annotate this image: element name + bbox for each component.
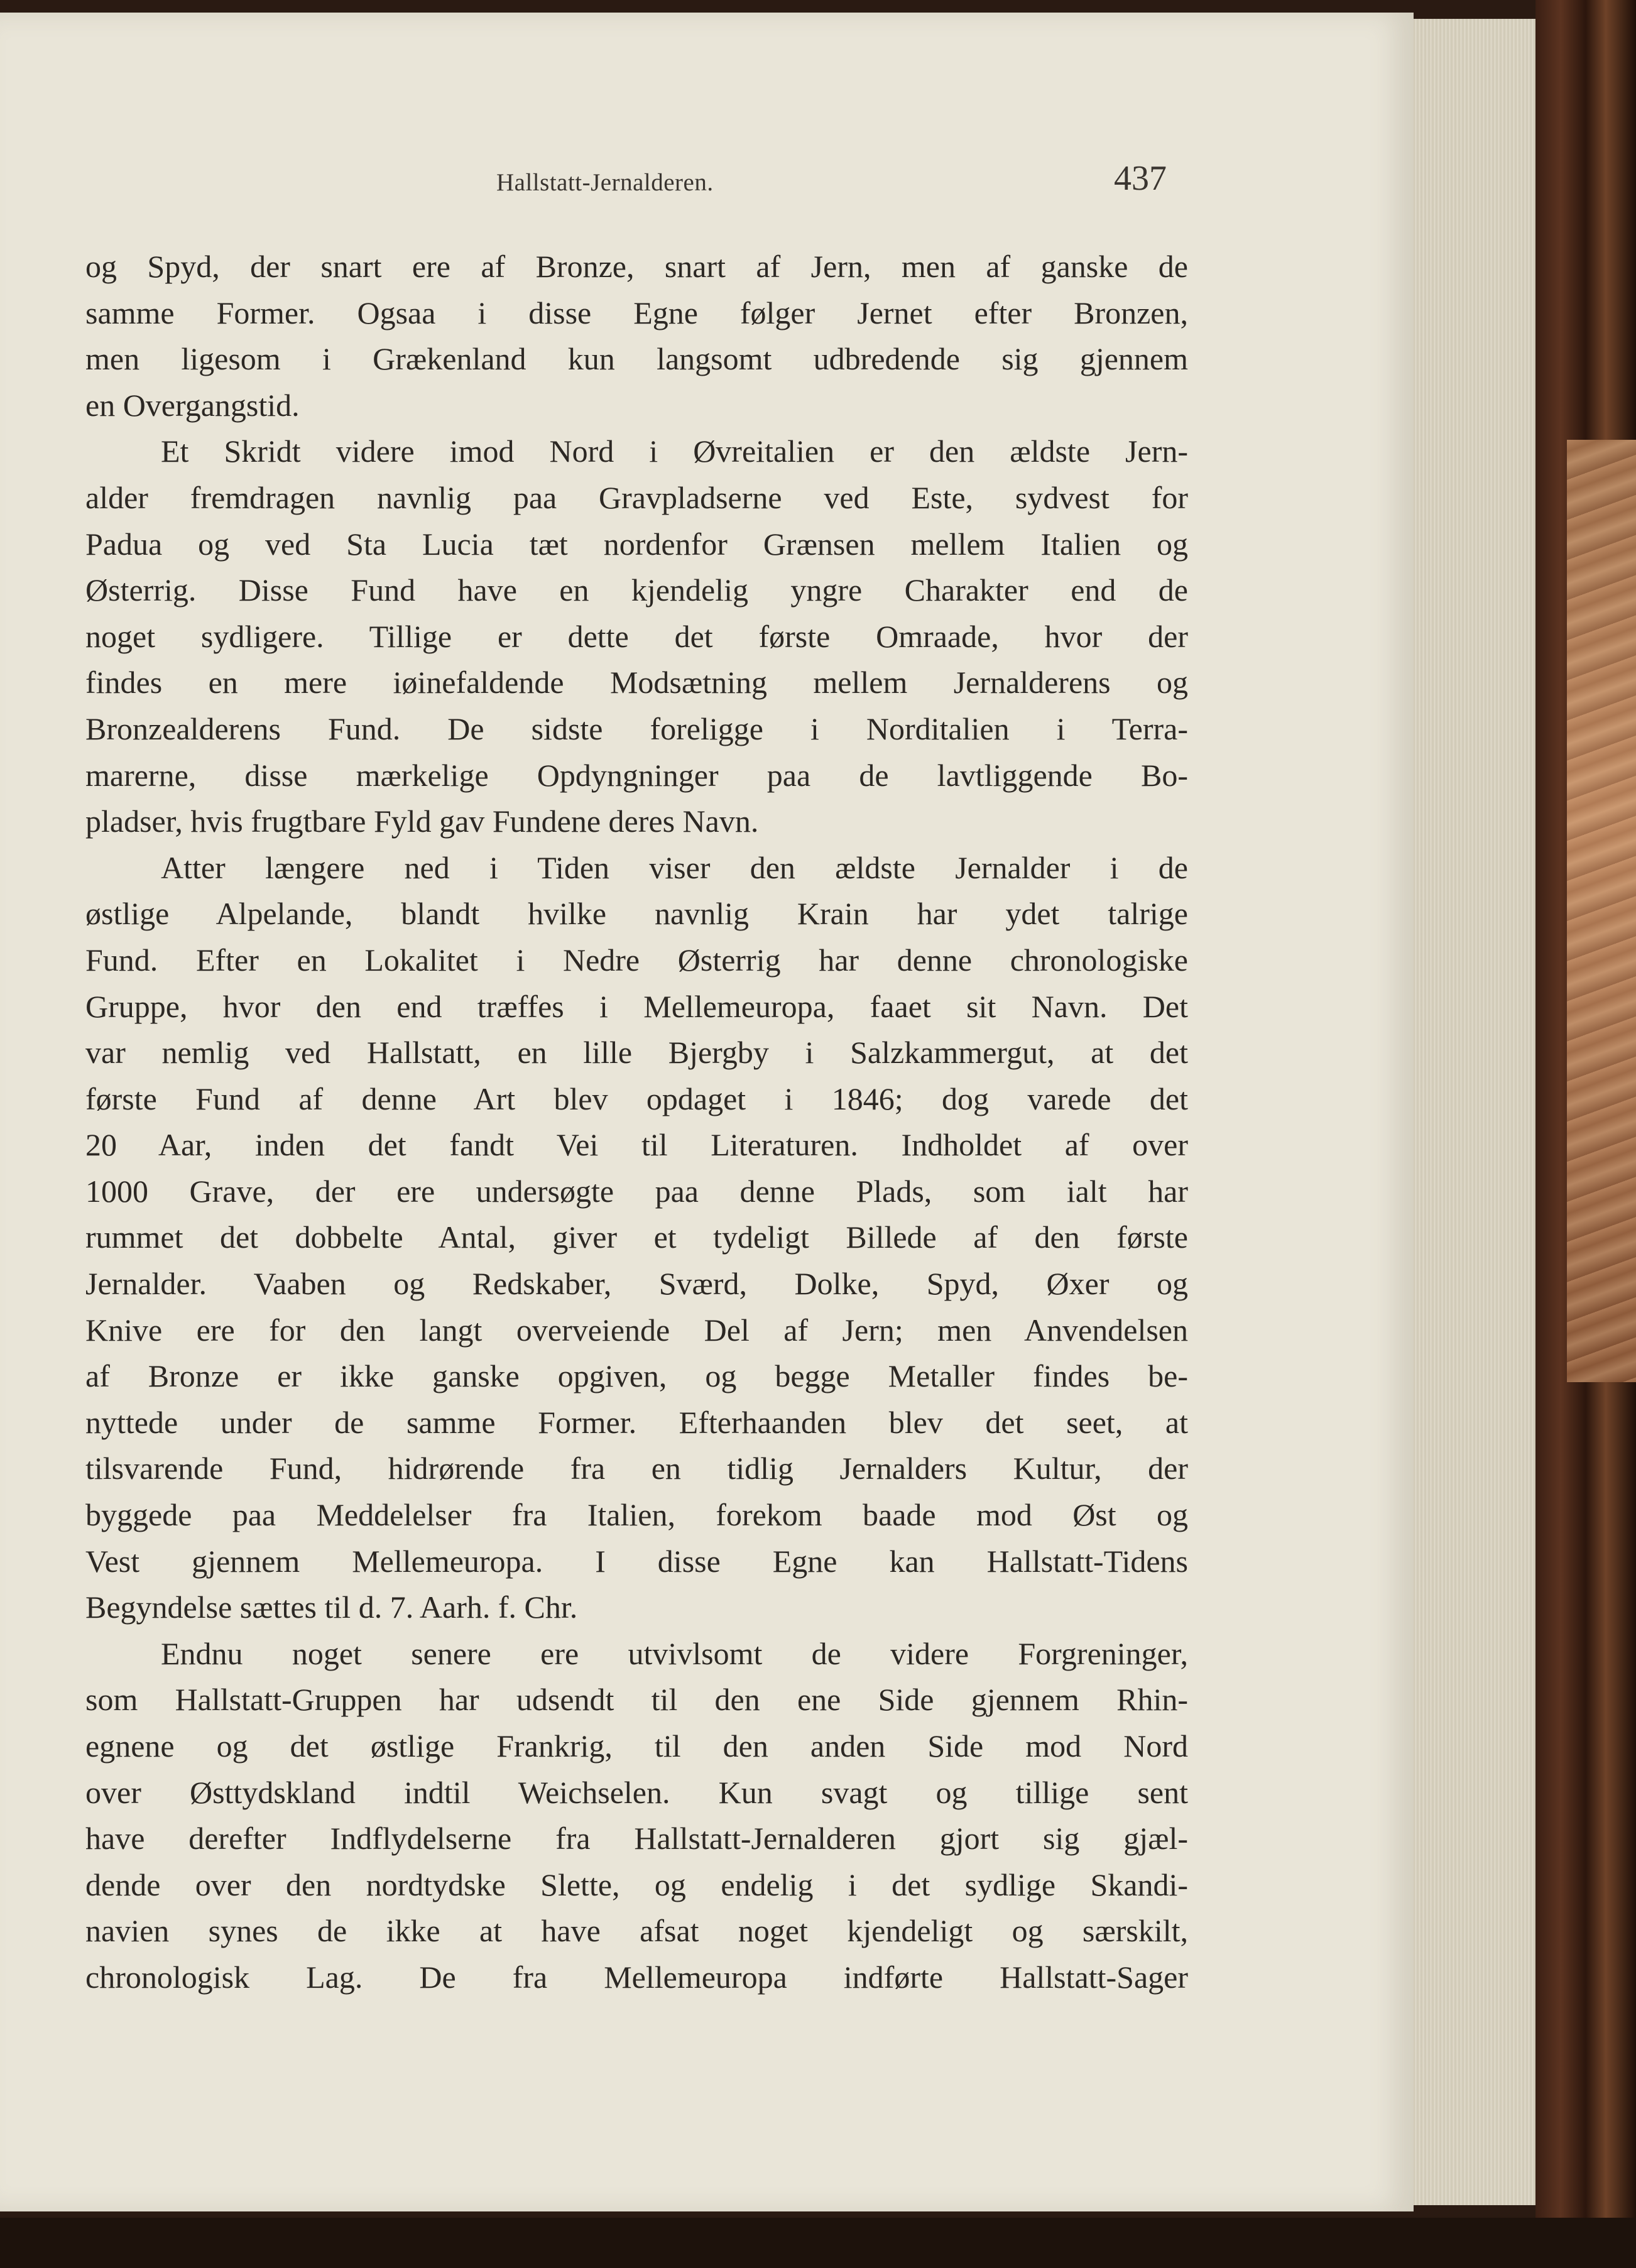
page-number: 437 [1114, 159, 1167, 198]
running-head: Hallstatt-Jernalderen. [496, 169, 714, 196]
text-line: samme Former. Ogsaa i disse Egne følger Jernet efter Bronzen, [85, 295, 1188, 330]
text-line: Atter længere ned i Tiden viser den ældste Jernalder i de [161, 849, 1188, 885]
text-line: som Hallstatt-Gruppen har udsendt til den ene Side gjennem Rhin- [85, 1682, 1188, 1718]
text-line: Gruppe, hvor den end træffes i Mellemeuropa, faaet sit Navn. Det [85, 988, 1188, 1024]
text-line: første Fund af denne Art blev opdaget i 1846; dog varede det [85, 1081, 1188, 1116]
text-line: Vest gjennem Mellemeuropa. I disse Egne kan Hallstatt-Tidens [85, 1543, 1188, 1579]
page-edges [1401, 19, 1548, 2205]
text-line: Et Skridt videre imod Nord i Øvreitalien er den ældste Jern- [161, 433, 1188, 469]
text-line: Østerrig. Disse Fund have en kjendelig yngre Charakter end de [85, 572, 1188, 608]
text-line: nyttede under de samme Former. Efterhaanden blev det seet, at [85, 1404, 1188, 1440]
text-line: findes en mere iøinefaldende Modsætning mellem Jernalderens og [85, 665, 1188, 701]
text-line: marerne, disse mærkelige Opdyngninger paa de lavtliggende Bo- [85, 757, 1188, 793]
text-line: tilsvarende Fund, hidrørende fra en tidlig Jernalders Kultur, der [85, 1451, 1188, 1486]
text-line: byggede paa Meddelelser fra Italien, forekom baade mod Øst og [85, 1497, 1188, 1533]
text-line: rummet det dobbelte Antal, giver et tydeligt Billede af den første [85, 1219, 1188, 1255]
text-line: alder fremdragen navnlig paa Gravpladserne ved Este, sydvest for [85, 479, 1188, 515]
text-line: chronologisk Lag. De fra Mellemeuropa indførte Hallstatt-Sager [85, 1959, 1188, 1995]
scan-frame-bottom [0, 2218, 1636, 2268]
text-line: pladser, hvis frugtbare Fyld gav Fundene deres Navn. [85, 804, 759, 839]
text-line: af Bronze er ikke ganske opgiven, og begge Metaller findes be- [85, 1358, 1188, 1394]
body-text [85, 244, 1188, 2001]
text-line: Jernalder. Vaaben og Redskaber, Sværd, Dolke, Spyd, Øxer og [85, 1266, 1188, 1302]
text-line: men ligesom i Grækenland kun langsomt udbredende sig gjennem [85, 341, 1188, 377]
text-line: Fund. Efter en Lokalitet i Nedre Østerrig har denne chronologiske [85, 942, 1188, 978]
text-line: Endnu noget senere ere utvivlsomt de videre Forgreninger, [161, 1635, 1188, 1671]
text-line: en Overgangstid. [85, 387, 300, 423]
book-page [0, 13, 1414, 2211]
text-line: Knive ere for den langt overveiende Del af Jern; men Anvendelsen [85, 1312, 1188, 1348]
text-line: 1000 Grave, der ere undersøgte paa denne Plads, som ialt har [85, 1173, 1188, 1209]
text-line: Bronzealderens Fund. De sidste foreligge i Norditalien i Terra- [85, 711, 1188, 746]
book-cover [1535, 0, 1636, 2268]
text-line: og Spyd, der snart ere af Bronze, snart af Jern, men af ganske de [85, 249, 1188, 284]
text-line: have derefter Indflydelserne fra Hallstatt-Jernalderen gjort sig gjæl- [85, 1821, 1188, 1856]
text-line: noget sydligere. Tillige er dette det første Omraade, hvor der [85, 618, 1188, 654]
text-line: dende over den nordtydske Slette, og endelig i det sydlige Skandi- [85, 1867, 1188, 1902]
text-line: over Østtydskland indtil Weichselen. Kun svagt og tillige sent [85, 1774, 1188, 1810]
text-line: østlige Alpelande, blandt hvilke navnlig Krain har ydet talrige [85, 896, 1188, 932]
text-line: Begyndelse sættes til d. 7. Aarh. f. Chr. [85, 1589, 578, 1625]
text-line: var nemlig ved Hallstatt, en lille Bjergby i Salzkammergut, at det [85, 1035, 1188, 1071]
text-line: navien synes de ikke at have afsat noget kjendeligt og særskilt, [85, 1913, 1188, 1949]
text-line: 20 Aar, inden det fandt Vei til Literaturen. Indholdet af over [85, 1127, 1188, 1163]
marbled-cover-panel [1567, 440, 1636, 1382]
text-line: Padua og ved Sta Lucia tæt nordenfor Grænsen mellem Italien og [85, 526, 1188, 562]
text-line: egnene og det østlige Frankrig, til den anden Side mod Nord [85, 1728, 1188, 1764]
